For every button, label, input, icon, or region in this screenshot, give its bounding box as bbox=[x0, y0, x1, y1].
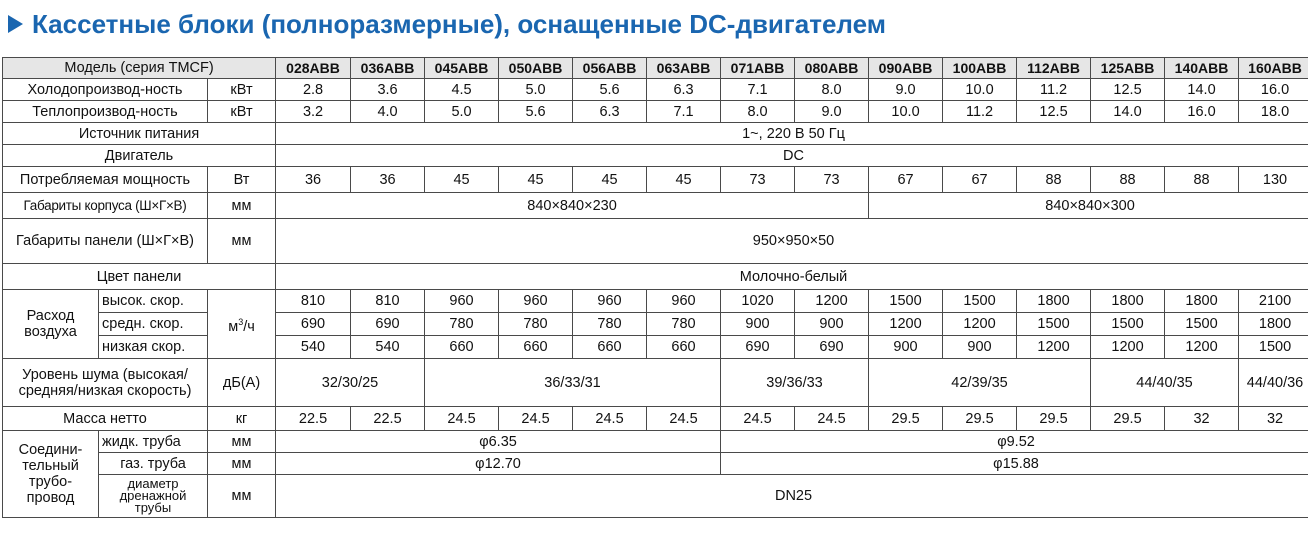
airflow-mid-row bbox=[3, 313, 1308, 336]
model-header: 036ABB bbox=[351, 58, 425, 79]
motor-value: DC bbox=[276, 145, 1308, 167]
heating-value: 5.0 bbox=[425, 101, 499, 123]
heating-unit: кВт bbox=[208, 101, 276, 123]
cooling-unit: кВт bbox=[208, 79, 276, 101]
heating-value: 4.0 bbox=[351, 101, 425, 123]
airflow-mid-value: 900 bbox=[721, 313, 795, 336]
piping-liquid-unit: мм bbox=[208, 431, 276, 453]
piping-liquid-value: φ9.52 bbox=[721, 431, 1308, 453]
airflow-low-value: 1500 bbox=[1239, 336, 1308, 359]
model-header: 080ABB bbox=[795, 58, 869, 79]
net-weight-value: 29.5 bbox=[943, 407, 1017, 431]
consumption-value: 67 bbox=[943, 167, 1017, 193]
heating-value: 16.0 bbox=[1165, 101, 1239, 123]
noise-value: 44/40/36 bbox=[1239, 359, 1308, 407]
noise-value: 42/39/35 bbox=[869, 359, 1091, 407]
heating-value: 8.0 bbox=[721, 101, 795, 123]
piping-drain-value: DN25 bbox=[276, 475, 1308, 518]
airflow-low-label: низкая скор. bbox=[99, 336, 208, 359]
consumption-value: 45 bbox=[647, 167, 721, 193]
heating-value: 5.6 bbox=[499, 101, 573, 123]
cooling-label: Холодопроизвод-ность bbox=[3, 79, 208, 101]
net-weight-label: Масса нетто bbox=[3, 407, 208, 431]
airflow-low-value: 1200 bbox=[1165, 336, 1239, 359]
power-supply-value: 1~, 220 В 50 Гц bbox=[276, 123, 1308, 145]
airflow-label: Расход воздуха bbox=[3, 290, 99, 359]
net-weight-value: 24.5 bbox=[573, 407, 647, 431]
noise-value: 36/33/31 bbox=[425, 359, 721, 407]
heating-value: 10.0 bbox=[869, 101, 943, 123]
piping-liquid-row bbox=[3, 431, 1308, 453]
piping-gas-row bbox=[3, 453, 1308, 475]
airflow-high-value: 960 bbox=[499, 290, 573, 313]
panel-dims-row bbox=[3, 219, 1308, 264]
cooling-value: 4.5 bbox=[425, 79, 499, 101]
cooling-value: 14.0 bbox=[1165, 79, 1239, 101]
airflow-high-value: 1800 bbox=[1017, 290, 1091, 313]
noise-label: Уровень шума (высокая/ средняя/низкая скорость) bbox=[3, 359, 208, 407]
noise-value: 32/30/25 bbox=[276, 359, 425, 407]
consumption-label: Потребляемая мощность bbox=[3, 167, 208, 193]
airflow-high-value: 1020 bbox=[721, 290, 795, 313]
heating-value: 3.2 bbox=[276, 101, 351, 123]
airflow-mid-value: 780 bbox=[499, 313, 573, 336]
airflow-mid-label: средн. скор. bbox=[99, 313, 208, 336]
airflow-high-value: 960 bbox=[573, 290, 647, 313]
airflow-unit: $м^3/ч$ bbox=[208, 290, 276, 359]
model-header: 112ABB bbox=[1017, 58, 1091, 79]
consumption-value: 88 bbox=[1091, 167, 1165, 193]
airflow-mid-value: 690 bbox=[351, 313, 425, 336]
heating-value: 14.0 bbox=[1091, 101, 1165, 123]
cooling-value: 9.0 bbox=[869, 79, 943, 101]
airflow-high-label: высок. скор. bbox=[99, 290, 208, 313]
airflow-low-value: 660 bbox=[647, 336, 721, 359]
panel-color-value: Молочно-белый bbox=[276, 264, 1308, 290]
airflow-low-row bbox=[3, 336, 1308, 359]
net-weight-value: 24.5 bbox=[795, 407, 869, 431]
piping-liquid-label: жидк. труба bbox=[99, 431, 208, 453]
piping-drain-row bbox=[3, 475, 1308, 518]
piping-liquid-value: φ6.35 bbox=[276, 431, 721, 453]
body-dims-value: 840×840×230 bbox=[276, 193, 869, 219]
cooling-value: 16.0 bbox=[1239, 79, 1308, 101]
consumption-value: 88 bbox=[1165, 167, 1239, 193]
airflow-high-value: 2100 bbox=[1239, 290, 1308, 313]
airflow-low-value: 660 bbox=[499, 336, 573, 359]
airflow-mid-value: 1800 bbox=[1239, 313, 1308, 336]
airflow-high-value: 1500 bbox=[869, 290, 943, 313]
airflow-mid-value: 1200 bbox=[869, 313, 943, 336]
net-weight-value: 22.5 bbox=[351, 407, 425, 431]
heating-value: 11.2 bbox=[943, 101, 1017, 123]
page-title bbox=[8, 6, 886, 42]
airflow-high-value: 810 bbox=[276, 290, 351, 313]
consumption-value: 45 bbox=[499, 167, 573, 193]
model-header: 140ABB bbox=[1165, 58, 1239, 79]
panel-color-label: Цвет панели bbox=[3, 264, 276, 290]
airflow-low-value: 1200 bbox=[1017, 336, 1091, 359]
model-header: 160ABB bbox=[1239, 58, 1308, 79]
airflow-high-row bbox=[3, 290, 1308, 313]
noise-row bbox=[3, 359, 1308, 407]
cooling-value: 8.0 bbox=[795, 79, 869, 101]
consumption-value: 45 bbox=[425, 167, 499, 193]
model-header: 028ABB bbox=[276, 58, 351, 79]
airflow-mid-value: 690 bbox=[276, 313, 351, 336]
cooling-value: 11.2 bbox=[1017, 79, 1091, 101]
net-weight-unit: кг bbox=[208, 407, 276, 431]
cooling-row bbox=[3, 79, 1308, 101]
cooling-value: 7.1 bbox=[721, 79, 795, 101]
heating-row bbox=[3, 101, 1308, 123]
model-header: 050ABB bbox=[499, 58, 573, 79]
model-header: 090ABB bbox=[869, 58, 943, 79]
consumption-value: 130 bbox=[1239, 167, 1308, 193]
piping-drain-label: диаметр дренажной трубы bbox=[99, 475, 208, 518]
consumption-row bbox=[3, 167, 1308, 193]
net-weight-value: 24.5 bbox=[499, 407, 573, 431]
airflow-low-value: 900 bbox=[869, 336, 943, 359]
net-weight-value: 24.5 bbox=[721, 407, 795, 431]
cooling-value: 6.3 bbox=[647, 79, 721, 101]
airflow-mid-value: 1200 bbox=[943, 313, 1017, 336]
net-weight-value: 24.5 bbox=[647, 407, 721, 431]
cooling-value: 5.0 bbox=[499, 79, 573, 101]
piping-label: Соедини- тельный трубо- провод bbox=[3, 431, 99, 518]
piping-gas-value: φ12.70 bbox=[276, 453, 721, 475]
airflow-low-value: 900 bbox=[943, 336, 1017, 359]
airflow-high-value: 1800 bbox=[1165, 290, 1239, 313]
body-dims-unit: мм bbox=[208, 193, 276, 219]
heating-value: 12.5 bbox=[1017, 101, 1091, 123]
consumption-value: 73 bbox=[721, 167, 795, 193]
panel-color-row bbox=[3, 264, 1308, 290]
header-row bbox=[3, 58, 1308, 79]
model-label: Модель (серия TMCF) bbox=[3, 58, 276, 79]
model-header: 045ABB bbox=[425, 58, 499, 79]
airflow-high-value: 960 bbox=[425, 290, 499, 313]
net-weight-value: 22.5 bbox=[276, 407, 351, 431]
airflow-mid-value: 780 bbox=[647, 313, 721, 336]
power-supply-label: Источник питания bbox=[3, 123, 276, 145]
consumption-value: 73 bbox=[795, 167, 869, 193]
airflow-high-value: 1800 bbox=[1091, 290, 1165, 313]
airflow-high-value: 1500 bbox=[943, 290, 1017, 313]
airflow-low-value: 540 bbox=[276, 336, 351, 359]
cooling-value: 10.0 bbox=[943, 79, 1017, 101]
power-supply-row bbox=[3, 123, 1308, 145]
net-weight-row bbox=[3, 407, 1308, 431]
heating-value: 7.1 bbox=[647, 101, 721, 123]
noise-value: 39/36/33 bbox=[721, 359, 869, 407]
consumption-value: 67 bbox=[869, 167, 943, 193]
consumption-value: 36 bbox=[276, 167, 351, 193]
model-header: 063ABB bbox=[647, 58, 721, 79]
heating-value: 18.0 bbox=[1239, 101, 1308, 123]
panel-dims-unit: мм bbox=[208, 219, 276, 264]
cooling-value: 12.5 bbox=[1091, 79, 1165, 101]
airflow-mid-value: 1500 bbox=[1017, 313, 1091, 336]
net-weight-value: 29.5 bbox=[1091, 407, 1165, 431]
play-arrow-icon bbox=[8, 15, 23, 33]
airflow-low-value: 660 bbox=[425, 336, 499, 359]
body-dims-value: 840×840×300 bbox=[869, 193, 1308, 219]
model-header: 071ABB bbox=[721, 58, 795, 79]
body-dims-label: Габариты корпуса (Ш×Г×В) bbox=[3, 193, 208, 219]
body-dims-row bbox=[3, 193, 1308, 219]
piping-drain-unit: мм bbox=[208, 475, 276, 518]
net-weight-value: 32 bbox=[1239, 407, 1308, 431]
consumption-value: 36 bbox=[351, 167, 425, 193]
heating-value: 9.0 bbox=[795, 101, 869, 123]
consumption-value: 45 bbox=[573, 167, 647, 193]
airflow-mid-value: 1500 bbox=[1091, 313, 1165, 336]
cooling-value: 3.6 bbox=[351, 79, 425, 101]
panel-dims-label: Габариты панели (Ш×Г×В) bbox=[3, 219, 208, 264]
model-header: 100ABB bbox=[943, 58, 1017, 79]
motor-row bbox=[3, 145, 1308, 167]
airflow-mid-value: 780 bbox=[425, 313, 499, 336]
heating-label: Теплопроизвод-ность bbox=[3, 101, 208, 123]
spec-table bbox=[2, 57, 1308, 518]
heating-value: 6.3 bbox=[573, 101, 647, 123]
noise-value: 44/40/35 bbox=[1091, 359, 1239, 407]
airflow-low-value: 660 bbox=[573, 336, 647, 359]
piping-gas-value: φ15.88 bbox=[721, 453, 1308, 475]
airflow-mid-value: 780 bbox=[573, 313, 647, 336]
airflow-low-value: 1200 bbox=[1091, 336, 1165, 359]
net-weight-value: 29.5 bbox=[869, 407, 943, 431]
net-weight-value: 32 bbox=[1165, 407, 1239, 431]
noise-unit: дБ(А) bbox=[208, 359, 276, 407]
net-weight-value: 24.5 bbox=[425, 407, 499, 431]
panel-dims-value: 950×950×50 bbox=[276, 219, 1308, 264]
airflow-low-value: 690 bbox=[721, 336, 795, 359]
piping-gas-label: газ. труба bbox=[99, 453, 208, 475]
cooling-value: 2.8 bbox=[276, 79, 351, 101]
airflow-high-value: 1200 bbox=[795, 290, 869, 313]
airflow-high-value: 960 bbox=[647, 290, 721, 313]
net-weight-value: 29.5 bbox=[1017, 407, 1091, 431]
motor-label: Двигатель bbox=[3, 145, 276, 167]
model-header: 125ABB bbox=[1091, 58, 1165, 79]
airflow-low-value: 690 bbox=[795, 336, 869, 359]
model-header: 056ABB bbox=[573, 58, 647, 79]
piping-gas-unit: мм bbox=[208, 453, 276, 475]
airflow-mid-value: 1500 bbox=[1165, 313, 1239, 336]
page-title-text: Кассетные блоки (полноразмерные), оснащенные DC-двигателем bbox=[32, 9, 886, 39]
airflow-high-value: 810 bbox=[351, 290, 425, 313]
airflow-mid-value: 900 bbox=[795, 313, 869, 336]
consumption-value: 88 bbox=[1017, 167, 1091, 193]
cooling-value: 5.6 bbox=[573, 79, 647, 101]
airflow-low-value: 540 bbox=[351, 336, 425, 359]
consumption-unit: Вт bbox=[208, 167, 276, 193]
